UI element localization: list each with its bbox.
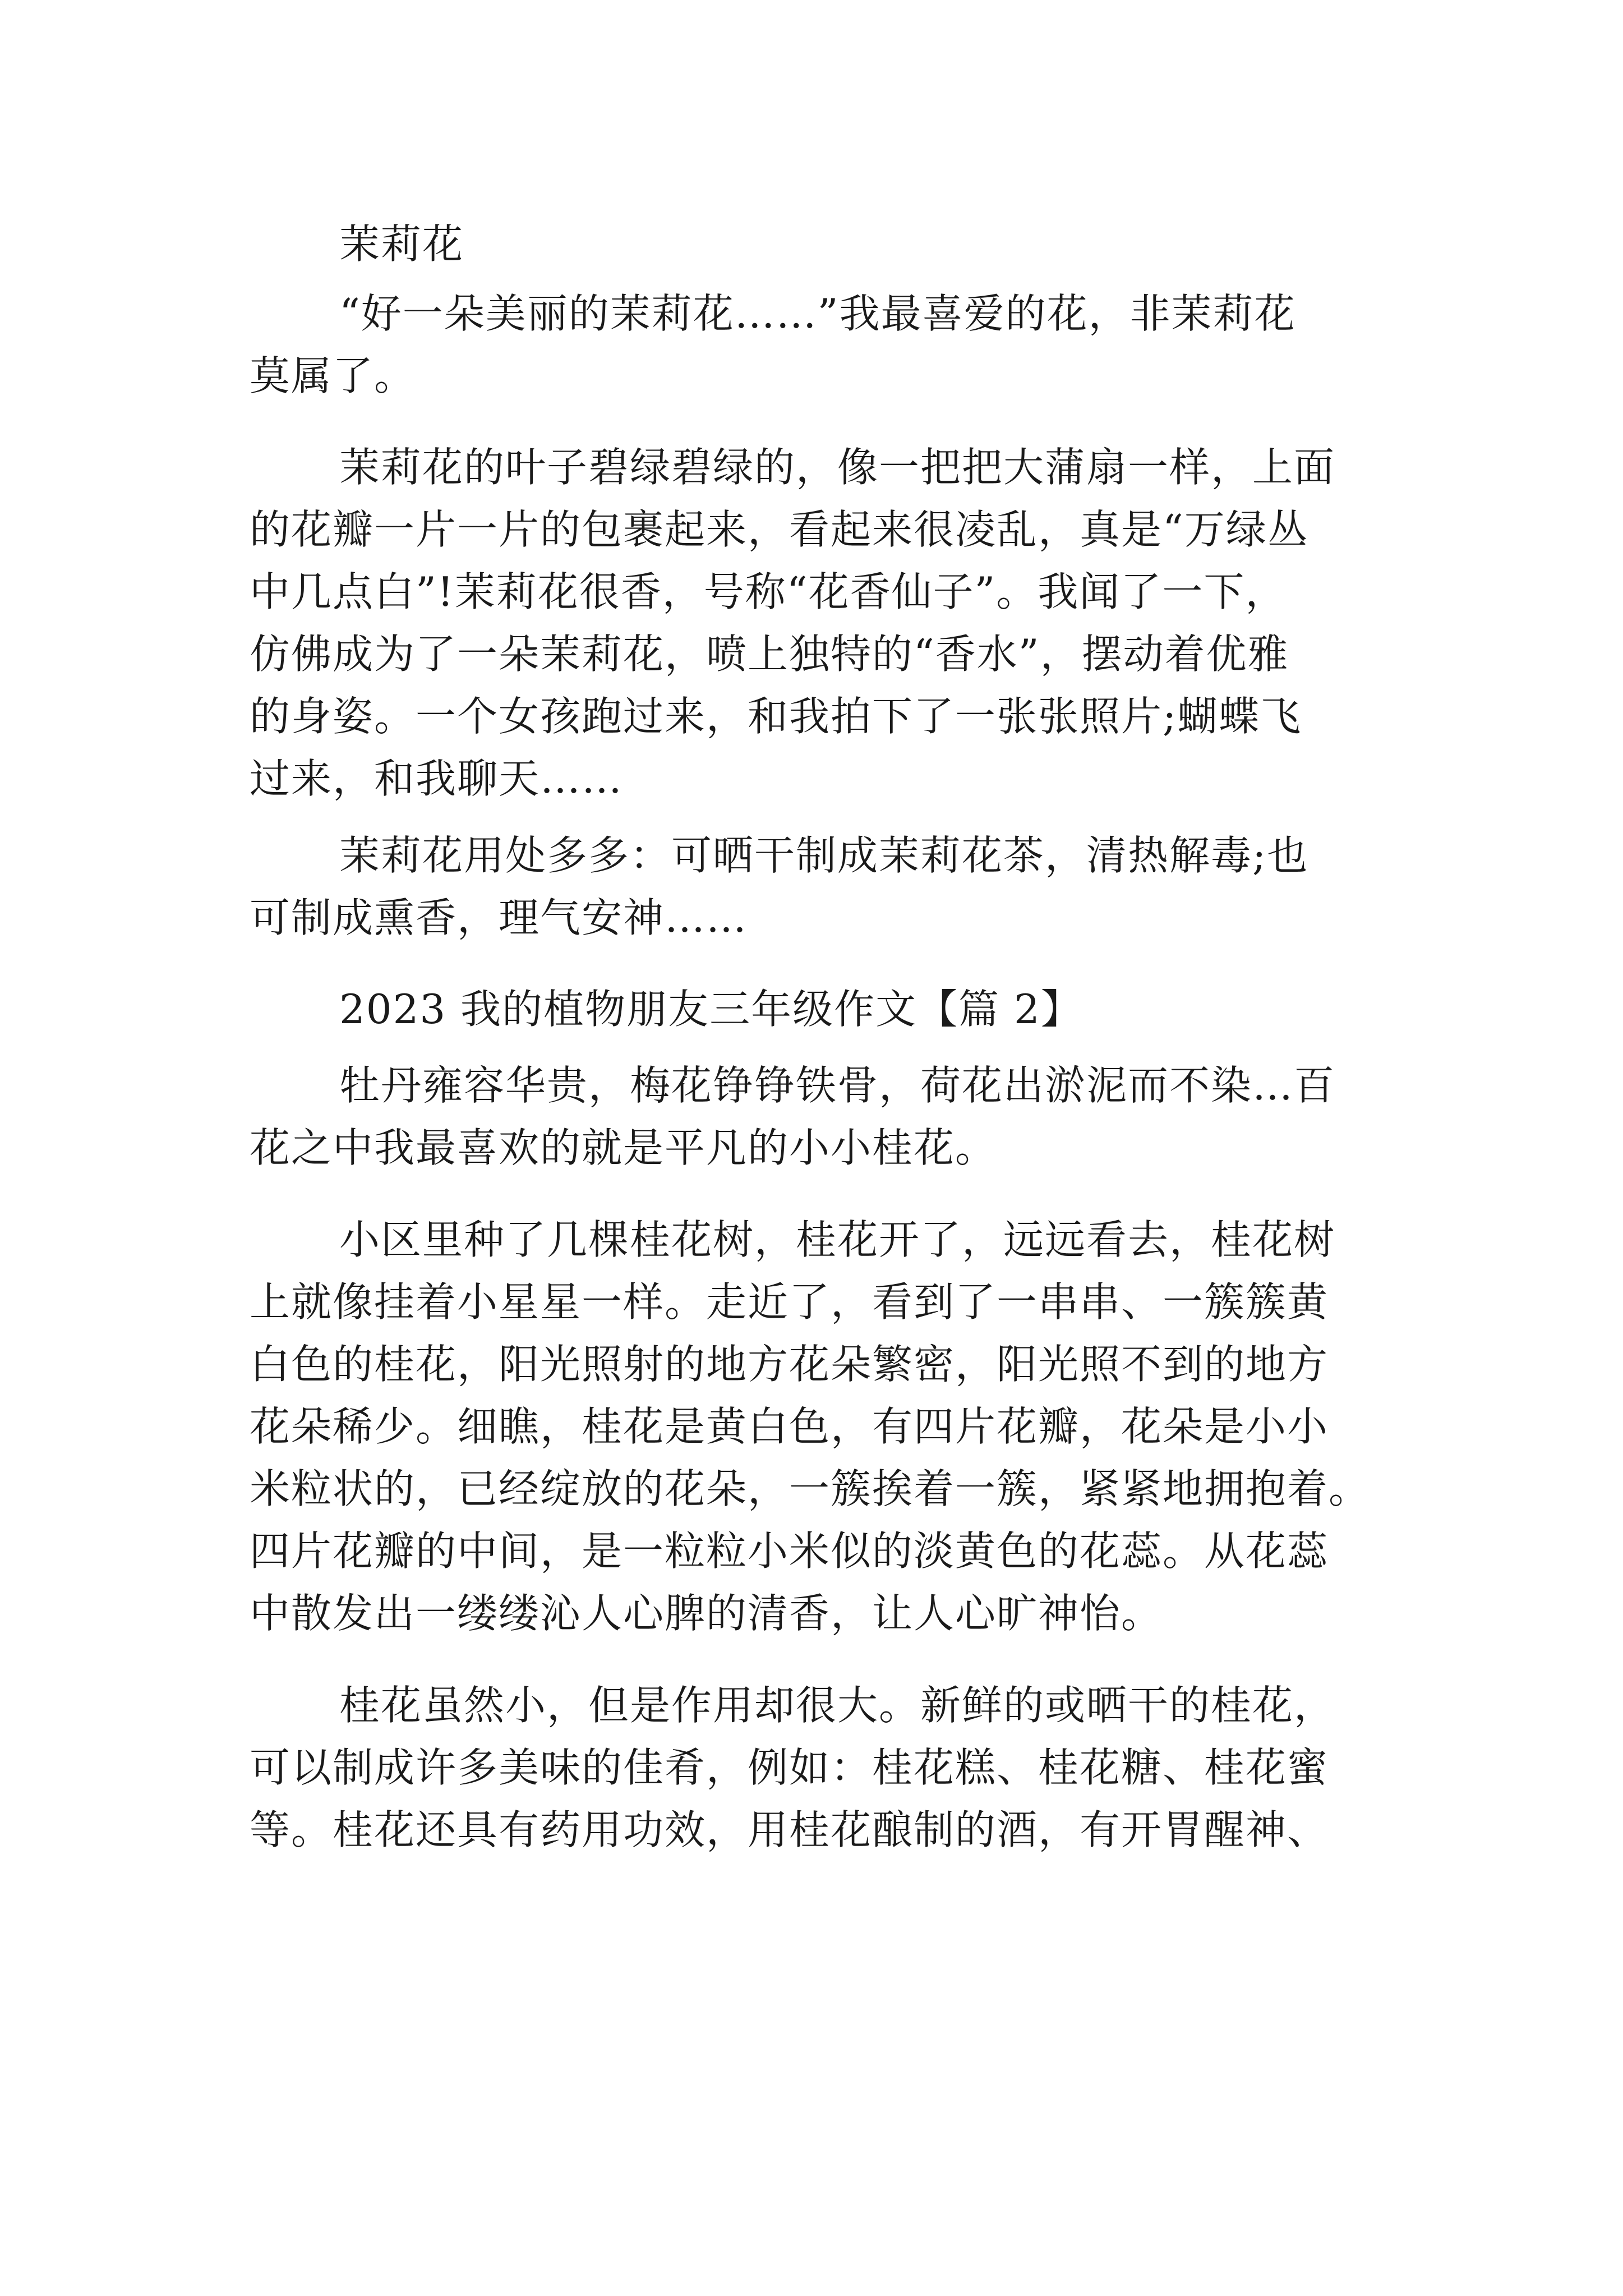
paragraph-line: 花之中我最喜欢的就是平凡的小小桂花。 <box>250 1124 997 1171</box>
paragraph-line: 莫属了。 <box>250 352 416 399</box>
paragraph-2 <box>250 436 1388 810</box>
paragraph-line: 仿佛成为了一朵茉莉花，喷上独特的“香水”，摆动着优雅 <box>250 631 1289 678</box>
paragraph-line: 等。桂花还具有药用功效，用桂花酿制的酒，有开胃醒神、 <box>250 1806 1329 1853</box>
paragraph-line: 中散发出一缕缕沁人心脾的清香，让人心旷神怡。 <box>250 1590 1163 1637</box>
paragraph-line: 牡丹雍容华贵，梅花铮铮铁骨，荷花出淤泥而不染…百 <box>339 1062 1336 1109</box>
paragraph-line: 白色的桂花，阳光照射的地方花朵繁密，阳光照不到的地方 <box>250 1341 1329 1388</box>
paragraph-line: 桂花虽然小，但是作用却很大。新鲜的或晒干的桂花， <box>339 1682 1336 1729</box>
paragraph-line: 花朵稀少。细瞧，桂花是黄白色，有四片花瓣，花朵是小小 <box>250 1403 1329 1450</box>
paragraph-line: 茉莉花用处多多：可晒干制成茉莉花茶，清热解毒;也 <box>339 832 1309 879</box>
paragraph-line: 上就像挂着小星星一样。走近了，看到了一串串、一簇簇黄 <box>250 1278 1329 1326</box>
paragraph-line: 小区里种了几棵桂花树，桂花开了，远远看去，桂花树 <box>339 1216 1336 1263</box>
section-heading: 2023 我的植物朋友三年级作文【篇 2】 <box>339 986 1082 1033</box>
paragraph-line: 茉莉花的叶子碧绿碧绿的，像一把把大蒲扇一样，上面 <box>339 444 1336 491</box>
paragraph-6 <box>250 1674 1388 1861</box>
paragraph-line: “好一朵美丽的茉莉花……”我最喜爱的花，非茉莉花 <box>339 290 1296 337</box>
paragraph-5 <box>250 1209 1388 1645</box>
paragraph-line: 的身姿。一个女孩跑过来，和我拍下了一张张照片;蝴蝶飞 <box>250 693 1302 740</box>
paragraph-line: 四片花瓣的中间，是一粒粒小米似的淡黄色的花蕊。从花蕊 <box>250 1527 1329 1575</box>
paragraph-line: 可以制成许多美味的佳肴，例如：桂花糕、桂花糖、桂花蜜 <box>250 1744 1329 1791</box>
paragraph-1 <box>250 283 1388 407</box>
essay-title: 茉莉花 <box>339 220 464 268</box>
paragraph-line: 过来，和我聊天…… <box>250 755 624 802</box>
paragraph-line: 米粒状的，已经绽放的花朵，一簇挨着一簇，紧紧地拥抱着。 <box>250 1465 1371 1512</box>
paragraph-line: 的花瓣一片一片的包裹起来，看起来很凌乱，真是“万绿丛 <box>250 506 1309 553</box>
paragraph-line: 中几点白”!茉莉花很香，号称“花香仙子”。我闻了一下， <box>250 568 1287 615</box>
paragraph-line: 可制成熏香，理气安神…… <box>250 894 748 941</box>
paragraph-3 <box>250 825 1388 949</box>
paragraph-4 <box>250 1055 1388 1179</box>
